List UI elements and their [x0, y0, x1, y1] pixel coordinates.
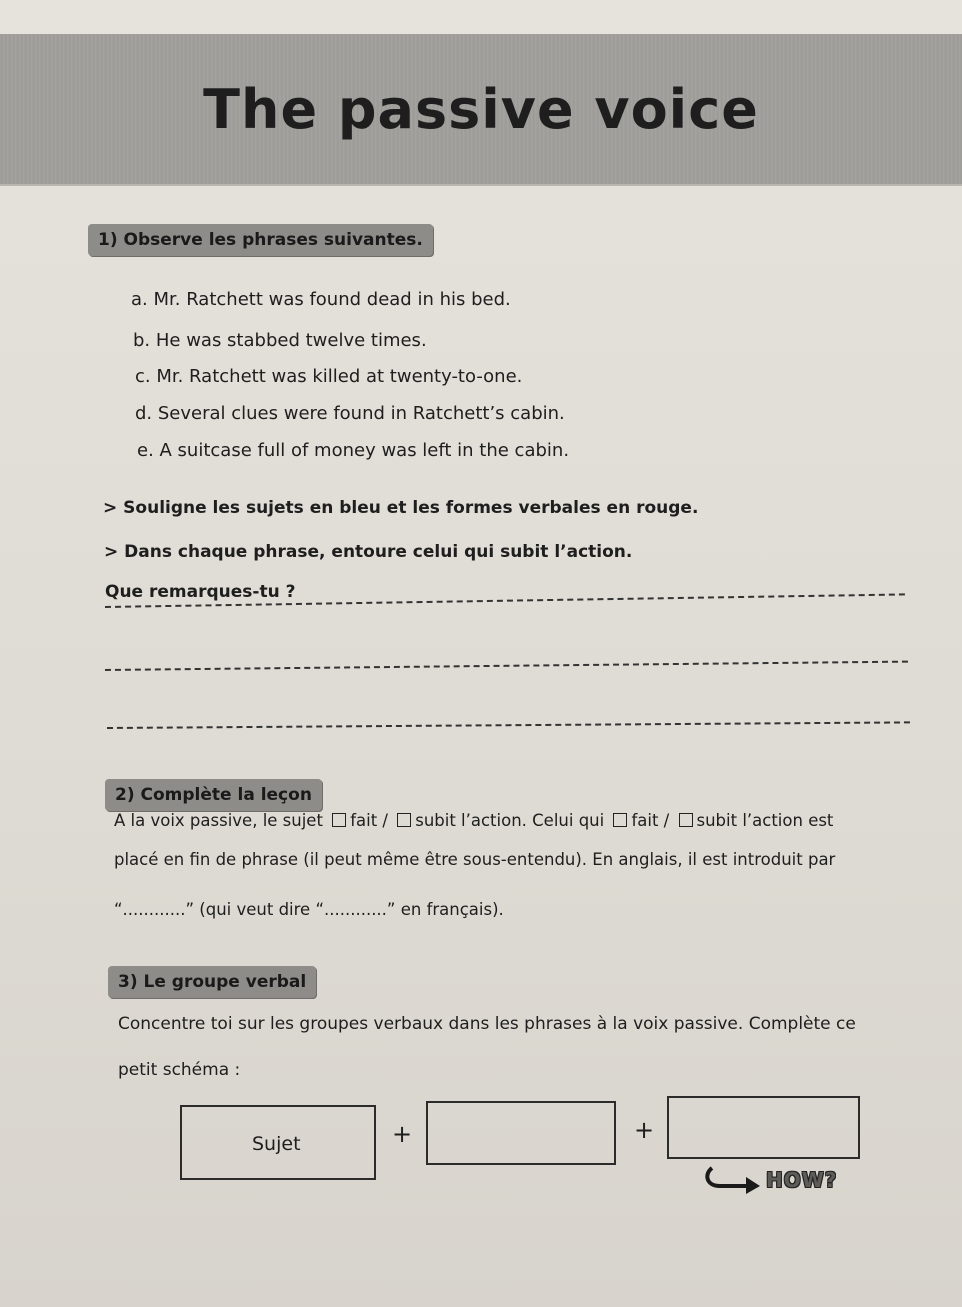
- section-1-tag: 1) Observe les phrases suivantes.: [88, 224, 433, 256]
- checkbox-fait-1[interactable]: [332, 813, 346, 827]
- schema-box-3[interactable]: [667, 1096, 860, 1159]
- lesson-line-2: placé en fin de phrase (il peut même être sous-entendu). En anglais, il est introduit par: [114, 850, 836, 869]
- sentence-d: d. Several clues were found in Ratchett’s cabin.: [135, 403, 565, 424]
- schema-box-2[interactable]: [426, 1101, 616, 1165]
- schema-instruction-line-1: Concentre toi sur les groupes verbaux dans les phrases à la voix passive. Complète ce: [118, 1014, 856, 1034]
- lesson-text-celui: subit l’action. Celui qui: [415, 811, 605, 830]
- question-label: Que remarques-tu ?: [105, 582, 296, 602]
- checkbox-fait-2[interactable]: [613, 813, 627, 827]
- lesson-line-3: “............” (qui veut dire “............” en français).: [114, 900, 504, 919]
- page-title: The passive voice: [203, 78, 759, 141]
- instruction-circle: > Dans chaque phrase, entoure celui qui subit l’action.: [104, 542, 633, 562]
- instruction-underline: > Souligne les sujets en bleu et les formes verbales en rouge.: [103, 498, 699, 518]
- schema-plus-2: +: [634, 1116, 655, 1144]
- sentence-b: b. He was stabbed twelve times.: [133, 330, 427, 351]
- schema-subject-label: Sujet: [252, 1133, 301, 1155]
- lesson-fait-2: fait /: [631, 811, 670, 830]
- section-3-tag: 3) Le groupe verbal: [108, 966, 316, 998]
- schema-instruction-line-2: petit schéma :: [118, 1060, 241, 1080]
- lesson-line-1: [114, 811, 833, 831]
- sentence-c: c. Mr. Ratchett was killed at twenty-to-one.: [135, 366, 523, 387]
- section-2-tag: 2) Complète la leçon: [105, 779, 322, 811]
- lesson-text-sujet: A la voix passive, le sujet: [114, 811, 323, 830]
- lesson-text-est: subit l’action est: [696, 811, 834, 830]
- checkbox-subit-1[interactable]: [397, 813, 411, 827]
- checkbox-subit-2[interactable]: [679, 813, 693, 827]
- schema-plus-1: +: [392, 1120, 413, 1148]
- lesson-fait-1: fait /: [350, 811, 388, 830]
- sentence-e: e. A suitcase full of money was left in the cabin.: [137, 440, 570, 461]
- how-label: HOW?: [766, 1168, 838, 1192]
- curved-arrow-icon: [700, 1164, 764, 1196]
- sentence-a: a. Mr. Ratchett was found dead in his bed.: [131, 289, 511, 310]
